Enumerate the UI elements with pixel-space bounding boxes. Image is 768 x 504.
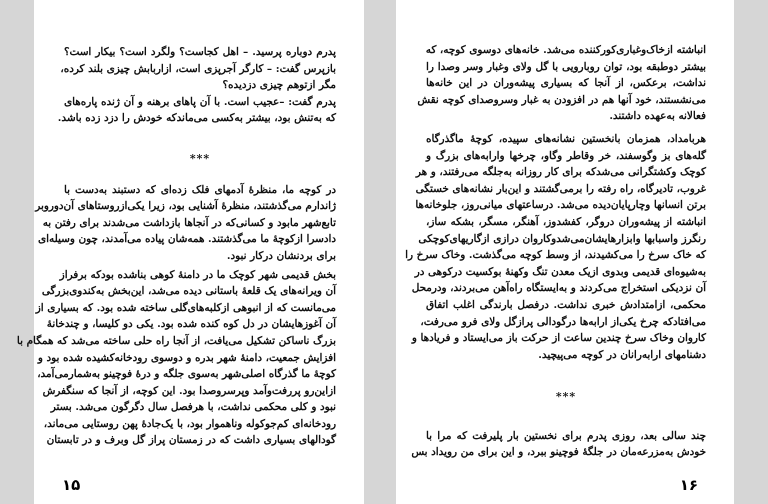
text-line: نداشت، برعکس، از آنجا که بسیاری پیشه‌وران در این خانه‌ها: [426, 77, 706, 90]
text-line: آن نزدیکی استخراج می‌کردند و به‌ایستگاه راه‌آهن می‌بردند، ودرمحل: [411, 282, 706, 295]
text-line: کاروان وخاک سرخ چندین ساعت از حرکت باز می‌ایستاد و فریادها و: [411, 332, 706, 345]
text-line: محکمی، ازامتدادش خبری نداشت. درفصل بارندگی اغلب اتفاق: [426, 298, 706, 311]
text-line: غروب، تادیرگاه، راه رفته را برمی‌گشتند و این‌بار نشانه‌های خستگی: [415, 182, 706, 195]
page-number: ۱۵: [62, 476, 81, 494]
text-line: افزایش جمعیت، دامنهٔ شهر بدره و دوسوی رودخانه‌کشیده شده بود و: [37, 351, 336, 364]
text-line: می‌افتادکه چرخ یکی‌از ارابه‌ها درگودالی پرازگل ولای فرو می‌رفت،: [420, 315, 706, 328]
text-line: هربامداد، همزمان بانخستین نشانه‌های سپیده، کوچهٔ ماگذرگاه: [426, 132, 706, 145]
right-page-text: [405, 42, 706, 461]
text-line: مگر ازتوهم چیزی دزدیده؟: [222, 79, 336, 92]
section-separator: ***: [189, 151, 211, 165]
right-page: [396, 0, 734, 504]
right-paragraph-2: [405, 131, 706, 363]
text-line: گله‌های بز وگوسفند، خر وقاطر وگاو، چرخها وارابه‌های بزرگ و: [426, 149, 706, 162]
text-line: بزرگ ناساکن تشکیل می‌یافت، از آنجا راه حلی ساخته می‌شد که همگام با: [16, 334, 336, 347]
text-line: به‌شیوه‌ای قدیمی وبدوی ازیک معدن تنگ وکهنهٔ بوکسیت درکوهی در: [414, 265, 706, 278]
text-line: کوچک وکشتگرانی می‌شدکه برای کار روزانه به‌جلگه می‌رفتند، و هر: [415, 166, 706, 179]
text-line: انباشته از پیشه‌وران دروگر، کفشدوز، آهنگر، مسگر، بشکه ساز،: [426, 215, 706, 228]
right-paragraph-3: [411, 428, 706, 461]
text-line: ازاین‌رو پررفت‌وآمد وپرسروصدا بود. این کوچه، از آنجا که سنگفرش: [42, 384, 336, 397]
page-number: ۱۶: [679, 476, 698, 494]
text-line: می‌مانست که از انبوهی ازکلبه‌های‌گلی ساخته شده بود. که بسیاری از: [35, 301, 336, 314]
left-paragraph-1: [57, 44, 336, 127]
text-line: بخش قدیمی شهر کوچک ما در دامنهٔ کوهی بناشده بودکه برفراز: [59, 268, 336, 281]
text-line: رنگرز واسبابها وابزارهایشان‌می‌شدوکاروان درازی ازگاریهای‌کوچکی: [418, 232, 706, 245]
text-line: رودخانه‌ای کم‌جوکوله وناهموار بود، با یک‌جادهٔ پهن روستایی می‌ماند،: [43, 417, 336, 430]
text-line: که به‌تنش بود، بیشتر به‌کسی می‌ماندکه خودش را دزد زده باشد.: [57, 112, 336, 125]
text-line: برای بردنشان درکار نبود.: [226, 249, 336, 262]
text-line: فعالانه به‌عهده داشتند.: [609, 110, 706, 123]
text-line: چند سالی بعد، روزی پدرم برای نخستین بار پلیرفت که مرا با: [426, 429, 706, 442]
text-line: برتن انسانها وچارپایان‌دیده می‌شد. درساعتهای میانی‌روز، جلوخانه‌ها: [415, 199, 706, 212]
left-page: [16, 0, 364, 504]
text-line: انباشته ازخاک‌وغباری‌کورکننده می‌شد. خانه‌های دوسوی کوچه، که: [425, 44, 706, 56]
text-line: آن آغوزهایشان در دل کوه کنده شده بود. یکی دو کلیسا، و چندخانهٔ: [46, 318, 336, 331]
text-line: کوچهٔ ما گذرگاه اصلی‌شهر به‌سوی جلگه و درهٔ فوچینو به‌شمارمی‌آمد،: [37, 368, 336, 381]
text-line: آن ویرانه‌های یک قلعهٔ باستانی دیده می‌شد، این‌بخش به‌کندوی‌بزرگی: [41, 285, 336, 298]
text-line: پدرم دوباره پرسید. – اهل کجاست؟ ولگرد است؟ بیکار است؟: [64, 46, 336, 58]
text-line: گودالهای بسیاری داشت که در زمستان پراز گل وبرف و در تابستان: [46, 434, 336, 447]
text-line: بیشتر دوطبقه بود، توان روبارویی با گل ولای وغبار وسر وصدا را: [426, 60, 706, 73]
left-paragraph-2: [35, 182, 336, 265]
right-paragraph-1: [417, 42, 706, 125]
text-line: در کوچه ما، منظرهٔ آدمهای فلک زده‌ای که دستبند به‌دست با: [64, 183, 336, 196]
text-line: می‌نشستند، خود آنها هم در افزودن به غبار وسروصدای کوچه نقش: [417, 93, 706, 106]
text-line: ژاندارم می‌گذشتند، منظرهٔ آشنایی بود، زیرا یکی‌ازروستاهای آن‌دوروبر: [35, 200, 336, 213]
text-line: تابع‌شهر مابود و کسانی‌که در آنجاها بازداشت می‌شدند برای رفتن به: [42, 216, 336, 229]
section-separator: ***: [555, 390, 577, 404]
left-page-text: [16, 44, 336, 449]
text-line: نبود و کلی محکمی نداشت، با هرفصل سال دگرگون می‌شد. بستر: [50, 401, 336, 414]
left-paragraph-3: [16, 267, 336, 450]
text-line: که خاک سرخ را می‌کشیدند، از وسط کوچه می‌گذشت. وخاک سرخ را: [405, 249, 706, 262]
text-line: دشنامهای ارابه‌رانان در کوچه می‌پیچید.: [538, 348, 706, 361]
text-line: بازپرس گفت: – کارگر آجرپزی است، ازاربابش چیزی بلند کرده،: [60, 62, 336, 75]
text-line: خودش به‌مزرعه‌مان در جلگهٔ فوچینو ببرد، و این برای من رویداد بس: [411, 446, 706, 459]
text-line: دادسرا ازکوچهٔ ما می‌گذشتند. همه‌شان پیاده می‌آمدند، چون وسیله‌ای: [38, 233, 336, 246]
text-line: پدرم گفت: –عجیب است. با آن پاهای برهنه و آن ژنده پاره‌های: [64, 95, 336, 108]
